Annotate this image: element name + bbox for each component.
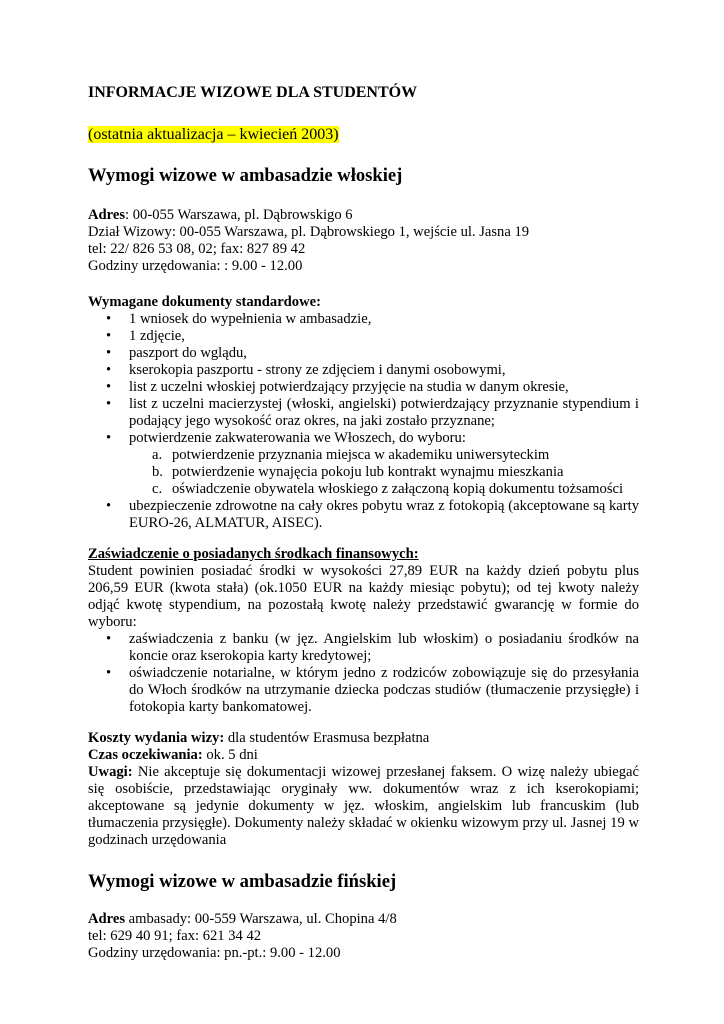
list-item: • 1 wniosek do wypełnienia w ambasadzie,: [129, 311, 639, 328]
list-item: • zaświadczenia z banku (w jęz. Angielskim lub włoskim) o posiadaniu środków na koncie oraz kserokopia karty kredytowej;: [129, 631, 639, 665]
sub-list-marker: c.: [152, 481, 163, 497]
italy-phone: tel: 22/ 826 53 08, 02; fax: 827 89 42: [88, 241, 306, 257]
required-documents: [88, 294, 639, 532]
finland-section-heading: Wymogi wizowe w ambasadzie fińskiej: [88, 871, 397, 892]
sub-list-item: [152, 464, 639, 481]
list-item: • list z uczelni macierzystej (włoski, angielski) potwierdzający przyznanie stypendium i podający jego wysokość oraz okres, na jaki zostało przyznane;: [129, 396, 639, 430]
sub-list-marker: a.: [152, 447, 163, 463]
italy-address-label: Adres: [88, 207, 126, 223]
finland-phone: tel: 629 40 91; fax: 621 34 42: [88, 928, 262, 944]
notes: [88, 764, 639, 849]
italy-hours: Godziny urzędowania: : 9.00 - 12.00: [88, 258, 303, 274]
sub-list-marker: b.: [152, 464, 163, 480]
visa-cost: [88, 730, 639, 747]
financial-means-heading-text: Zaświadczenie o posiadanych środkach finansowych:: [88, 546, 419, 562]
sub-list-text: oświadczenie obywatela włoskiego z załączoną kopią dokumentu tożsamości: [172, 481, 624, 497]
finland-address-label: Adres: [88, 911, 126, 927]
list-item-accommodation: [129, 430, 639, 498]
financial-means-heading: [88, 546, 639, 563]
finland-hours: Godziny urzędowania: pn.-pt.: 9.00 - 12.00: [88, 945, 341, 961]
list-item: • kserokopia paszportu - strony ze zdjęciem i danymi osobowymi,: [129, 362, 639, 379]
finland-address: [88, 911, 639, 928]
accommodation-options: [129, 447, 639, 498]
financial-means-options: [88, 631, 639, 716]
required-documents-list: [88, 311, 639, 532]
italy-address: [88, 207, 639, 224]
document-title: INFORMACJE WIZOWE DLA STUDENTÓW: [88, 84, 418, 101]
sub-list-item: [152, 447, 639, 464]
notes-label: Uwagi:: [88, 764, 133, 780]
wait-time: [88, 747, 639, 764]
finland-address-value: ambasady: 00-559 Warszawa, ul. Chopina 4/8: [125, 911, 397, 927]
italy-visa-dept: Dział Wizowy: 00-055 Warszawa, pl. Dąbrowskiego 1, wejście ul. Jasna 19: [88, 224, 530, 240]
sub-list-item: [152, 481, 639, 498]
accommodation-label: potwierdzenie zakwaterowania we Włoszech, do wyboru:: [129, 430, 466, 446]
list-item: • 1 zdjęcie,: [129, 328, 639, 345]
italy-section-heading: Wymogi wizowe w ambasadzie włoskiej: [88, 165, 403, 186]
financial-means-text: Student powinien posiadać środki w wysokości 27,89 EUR na każdy dzień pobytu plus 206,59 EUR (kwota stała) (ok.1050 EUR na każdy miesiąc pobytu); od tej kwoty należy odjąć kwotę stypendium, na pozostałą kwotę należy przedstawić gwarancję w formie do wyboru:: [88, 563, 639, 630]
notes-value: Nie akceptuje się dokumentacji wizowej przesłanej faksem. O wizę należy ubiegać się osobiście, przedstawiając oryginały ww. dokumentów wraz z ich kserokopiami; akceptowane są jedynie dokumenty w jęz. włoskim, angielskim lub francuskim (lub tłumaczenia przysięgłe). Dokumenty należy składać w okienku wizowym przy ul. Jasnej 19 w godzinach urzędowania: [88, 764, 639, 848]
sub-list-text: potwierdzenie wynajęcia pokoju lub kontrakt wynajmu mieszkania: [172, 464, 564, 480]
list-item: • ubezpieczenie zdrowotne na cały okres pobytu wraz z fotokopią (akceptowane są karty EURO-26, ALMATUR, AISEC).: [129, 498, 639, 532]
list-item: • list z uczelni włoskiej potwierdzający przyjęcie na studia w danym okresie,: [129, 379, 639, 396]
required-documents-heading: Wymagane dokumenty standardowe:: [88, 294, 321, 310]
wait-time-label: Czas oczekiwania:: [88, 747, 203, 763]
wait-time-value: ok. 5 dni: [202, 747, 258, 763]
financial-means: [88, 546, 639, 716]
sub-list-text: potwierdzenie przyznania miejsca w akademiku uniwersyteckim: [172, 447, 550, 463]
finland-contact-block: [88, 911, 639, 962]
last-updated-highlight: (ostatnia aktualizacja – kwiecień 2003): [88, 126, 339, 143]
italy-address-value: : 00-055 Warszawa, pl. Dąbrowskigo 6: [125, 207, 353, 223]
visa-cost-value: dla studentów Erasmusa bezpłatna: [224, 730, 430, 746]
last-updated-note: [88, 124, 639, 145]
visa-cost-info: [88, 730, 639, 849]
italy-contact-block: [88, 207, 639, 275]
visa-cost-label: Koszty wydania wizy:: [88, 730, 225, 746]
list-item: • paszport do wglądu,: [129, 345, 639, 362]
list-item: • oświadczenie notarialne, w którym jedno z rodziców zobowiązuje się do przesyłania do Włoch środków na utrzymanie dziecka podczas studiów (tłumaczenie przysięgłe) i fotokopia karty bankomatowej.: [129, 665, 639, 716]
